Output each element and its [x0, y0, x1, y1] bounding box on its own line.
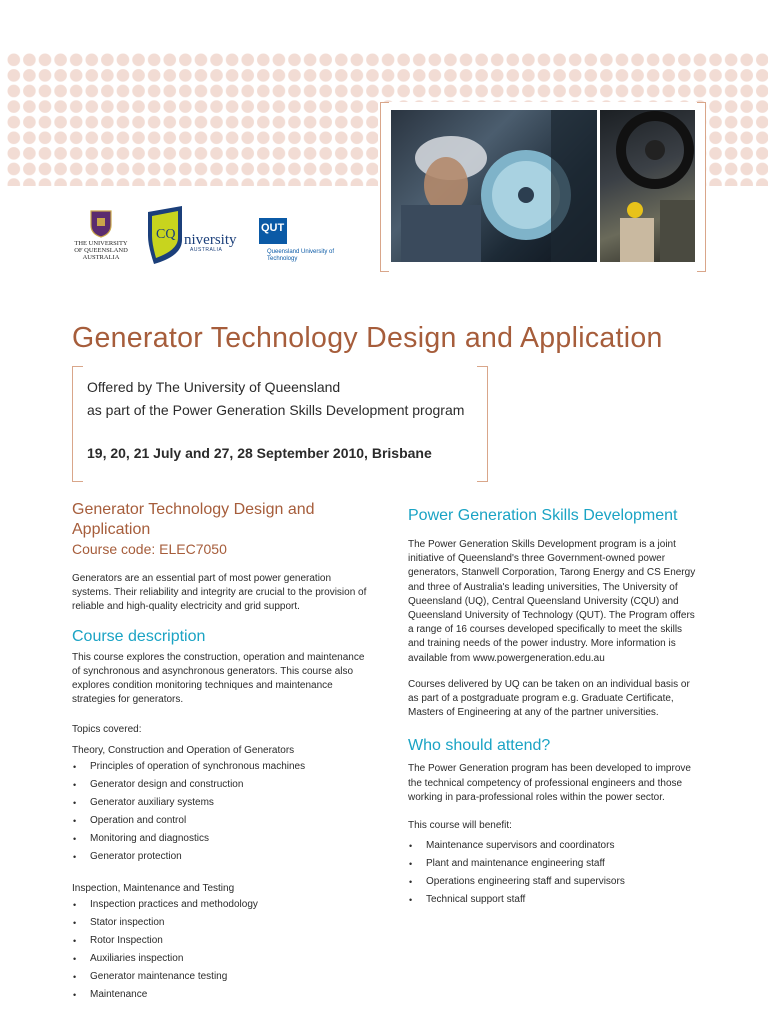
- course-dates: 19, 20, 21 July and 27, 28 September 2010, Brisbane: [87, 445, 432, 461]
- topic-group-2-list: [72, 896, 372, 1004]
- topic-group-1-list: [72, 758, 372, 866]
- attend-paragraph: The Power Generation program has been developed to improve the technical competency of professional engineers and those working in para-professional roles within the power sector.: [408, 763, 691, 803]
- topics-label: Topics covered:: [72, 724, 142, 736]
- list-item: • Plant and maintenance engineering staff: [408, 855, 700, 873]
- svg-text:CQ: CQ: [156, 227, 176, 242]
- frame-bracket-left: [380, 102, 389, 272]
- list-item: • Operations engineering staff and supervisors: [408, 873, 700, 891]
- list-item: • Technical support staff: [408, 891, 700, 909]
- psd-heading: Power Generation Skills Development: [408, 507, 678, 524]
- benefit-label: This course will benefit:: [408, 820, 512, 832]
- topic-group-2-title: Inspection, Maintenance and Testing: [72, 882, 235, 894]
- psd-paragraph-2: Courses delivered by UQ can be taken on an individual basis or as part of a postgraduate program e.g. Graduate Certificate, Masters of Engineering at any of the partner universities.: [408, 678, 690, 719]
- list-item: • Maintenance: [72, 986, 372, 1004]
- intro-paragraph: Generators are an essential part of most power generation systems. Their reliability and integrity are crucial to the provision of reliable and high-quality electricity and grid support.: [72, 573, 367, 613]
- header-photos: [378, 102, 706, 272]
- offer-bracket-left: [72, 366, 83, 482]
- list-item: • Generator protection: [72, 848, 372, 866]
- cqu-shield-icon: [146, 206, 186, 264]
- offer-bracket-right: [477, 366, 488, 482]
- list-item: • Generator design and construction: [72, 776, 372, 794]
- cqu-logo: CQ niversity AUSTRALIA: [146, 206, 246, 266]
- course-code: Course code: ELEC7050: [72, 541, 227, 557]
- topic-group-1-title: Theory, Construction and Operation of Generators: [72, 744, 295, 756]
- course-heading: Generator Technology Design and Application: [72, 501, 315, 538]
- left-column: [72, 500, 372, 1004]
- qut-logo: QUT Queensland University of Technology: [259, 218, 349, 244]
- psd-paragraph-1: The Power Generation Skills Development program is a joint initiative of Queensland's three Government-owned power generators, Stanwell Corporation, Tarong Energy and CS Energy and three of Australia's leading universities, The University of Queensland (UQ), Central Queensland University (CQU) and Queensland University of Technology (QUT). The Program offers a range of 16 courses developed specifically to meet the skills and training needs of the power industry. More information is available from www.powergeneration.edu.au: [408, 539, 696, 664]
- list-item: • Principles of operation of synchronous machines: [72, 758, 372, 776]
- frame-bracket-right: [697, 102, 706, 272]
- partner-logos: [70, 204, 360, 274]
- list-item: • Auxiliaries inspection: [72, 950, 372, 968]
- right-column: [408, 506, 700, 909]
- photo-engineer-with-gauge: [391, 110, 597, 262]
- list-item: • Operation and control: [72, 812, 372, 830]
- uq-logo: THE UNIVERSITY OF QUEENSLAND AUSTRALIA: [70, 210, 132, 261]
- list-item: • Stator inspection: [72, 914, 372, 932]
- list-item: • Maintenance supervisors and coordinators: [408, 837, 700, 855]
- course-description-text: This course explores the construction, operation and maintenance of synchronous and asynchronous generators. This course also explores condition monitoring techniques and maintenance strategies for generators.: [72, 651, 365, 706]
- list-item: • Rotor Inspection: [72, 932, 372, 950]
- course-description-heading: Course description: [72, 627, 206, 645]
- uq-crest-icon: [90, 210, 112, 238]
- list-item: • Generator auxiliary systems: [72, 794, 372, 812]
- list-item: • Monitoring and diagnostics: [72, 830, 372, 848]
- page-title: Generator Technology Design and Application: [72, 322, 663, 354]
- list-item: • Inspection practices and methodology: [72, 896, 372, 914]
- benefit-list: [408, 837, 700, 909]
- offer-box: [72, 366, 488, 482]
- photo-worker-at-machinery: [600, 110, 695, 262]
- offer-line-1: Offered by The University of Queensland: [87, 379, 341, 395]
- list-item: • Generator maintenance testing: [72, 968, 372, 986]
- who-should-attend-heading: Who should attend?: [408, 737, 551, 755]
- offer-line-2: as part of the Power Generation Skills Development program: [87, 402, 465, 418]
